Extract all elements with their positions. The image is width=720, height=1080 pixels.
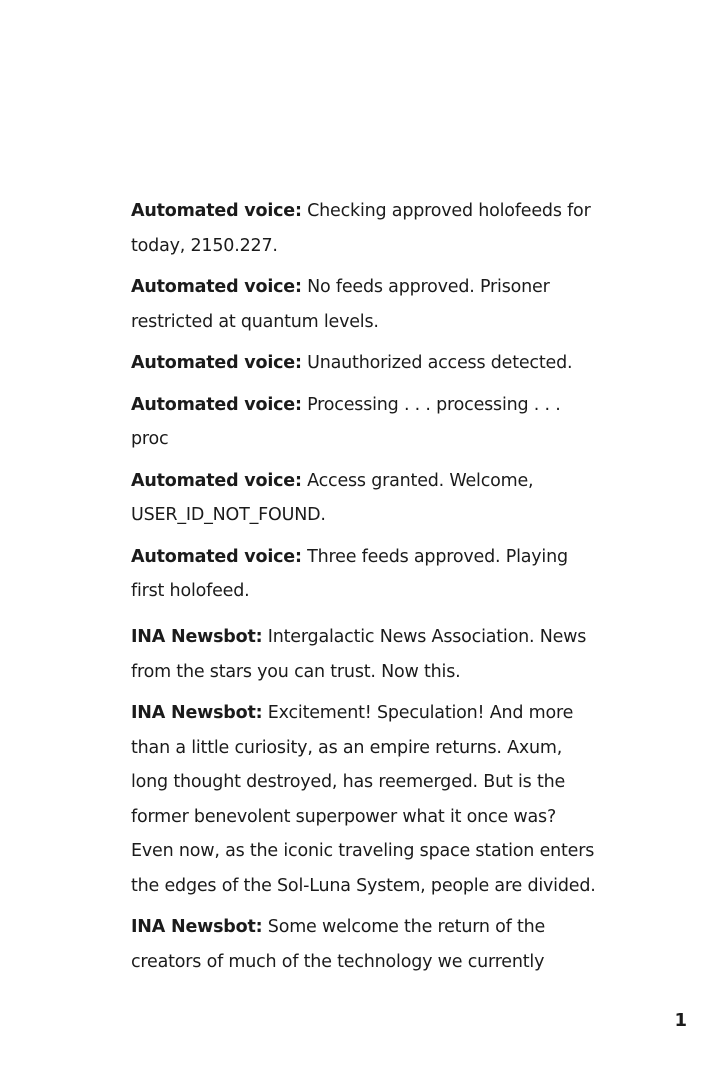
dialogue-line [131, 464, 601, 533]
dialogue-block-automated [131, 194, 601, 616]
speaker-label: Automated voice: [131, 353, 302, 373]
dialogue-line [131, 388, 601, 457]
dialogue-line [131, 620, 601, 689]
speaker-label: Automated voice: [131, 201, 302, 221]
speaker-label: INA Newsbot: [131, 627, 263, 647]
speaker-label: INA Newsbot: [131, 703, 263, 723]
dialogue-line [131, 540, 601, 609]
dialogue-text: Some welcome the return of the creators of much of the technology we currently [131, 917, 546, 972]
dialogue-line [131, 696, 601, 903]
dialogue-line [131, 194, 601, 263]
dialogue-text: Access granted. Welcome, USER_ID_NOT_FOUND. [131, 470, 534, 525]
speaker-label: INA Newsbot: [131, 917, 263, 937]
speaker-label: Automated voice: [131, 546, 302, 567]
dialogue-line [131, 270, 601, 339]
dialogue-block-newsbot [131, 620, 601, 986]
speaker-label: Automated voice: [131, 394, 302, 415]
speaker-label: Automated voice: [131, 470, 302, 491]
dialogue-line [131, 910, 601, 979]
dialogue-text: Intergalactic News Association. News from the stars you can trust. Now this. [131, 627, 587, 682]
dialogue-text: Checking approved holofeeds for today, 2150.227. [131, 201, 591, 256]
dialogue-text: No feeds approved. Prisoner restricted at quantum levels. [131, 277, 550, 332]
speaker-label: Automated voice: [131, 277, 302, 297]
dialogue-text: Unauthorized access detected. [307, 353, 573, 373]
dialogue-text: Excitement! Speculation! And more than a little curiosity, as an empire returns. Axum, long thought destroyed, has reemerged. But is the former benevolent superpower what it once was? Even now, as the iconic traveling space station enters the edges of the Sol-Luna System, people are divided. [131, 703, 596, 896]
dialogue-text: Three feeds approved. Playing first holofeed. [131, 546, 568, 601]
dialogue-text: Processing . . . processing . . . proc [131, 394, 561, 449]
dialogue-line [131, 346, 601, 381]
page-number: 1 [674, 1010, 687, 1031]
